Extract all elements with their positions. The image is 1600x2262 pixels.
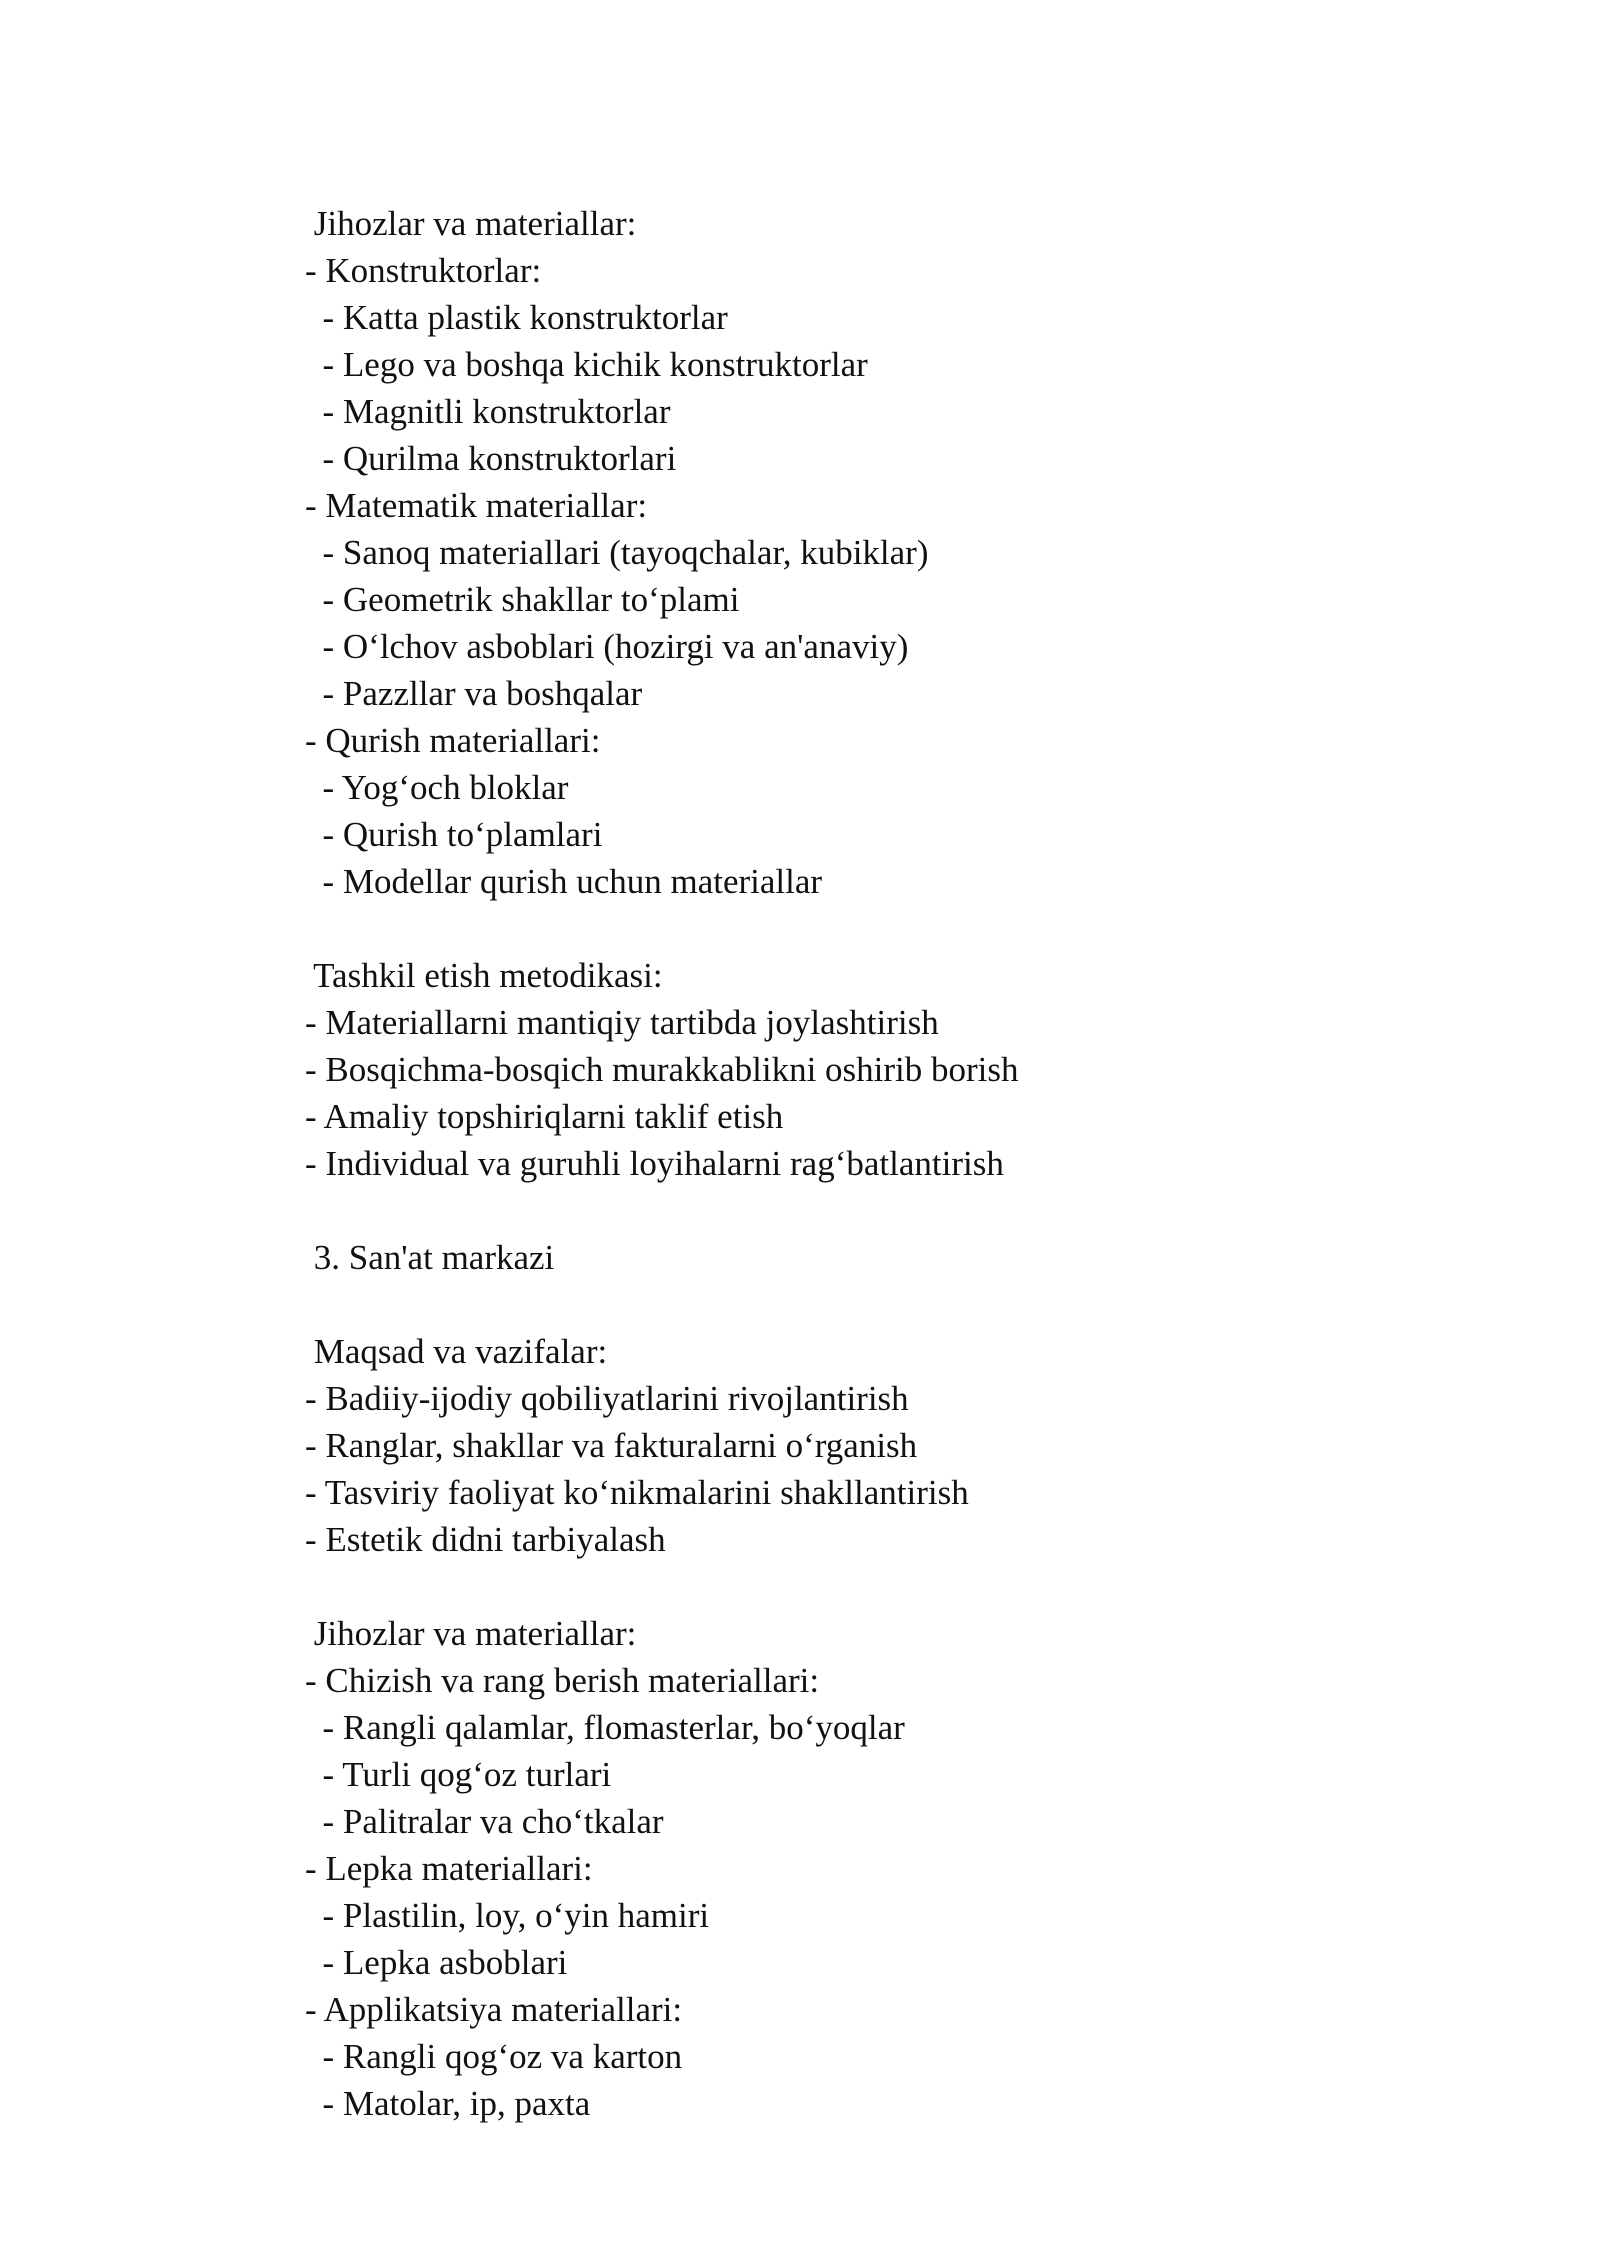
sub-list-item: - Rangli qalamlar, flomasterlar, bo‘yoqlar: [305, 1708, 905, 1747]
list-item: - Materiallarni mantiqiy tartibda joylashtirish: [305, 1003, 939, 1042]
sub-list-item: - Matolar, ip, paxta: [305, 2084, 591, 2123]
sub-list-item: - Katta plastik konstruktorlar: [305, 298, 728, 337]
sub-list-item: - Lego va boshqa kichik konstruktorlar: [305, 345, 868, 384]
sub-list-item: - Palitralar va cho‘tkalar: [305, 1802, 664, 1841]
list-item: - Individual va guruhli loyihalarni rag‘batlantirish: [305, 1144, 1004, 1183]
list-item: - Matematik materiallar:: [305, 486, 648, 525]
section-heading-methodology: Tashkil etish metodikasi:: [305, 956, 663, 995]
section-heading-goals: Maqsad va vazifalar:: [305, 1332, 608, 1371]
blank-line: [305, 1187, 1455, 1234]
blank-line: [305, 1281, 1455, 1328]
blank-line: [305, 905, 1455, 952]
list-item: - Bosqichma-bosqich murakkablikni oshirib borish: [305, 1050, 1019, 1089]
sub-list-item: - Plastilin, loy, o‘yin hamiri: [305, 1896, 710, 1935]
section-heading-equipment: Jihozlar va materiallar:: [305, 1614, 637, 1653]
list-item: - Amaliy topshiriqlarni taklif etish: [305, 1097, 784, 1136]
list-item: - Badiiy-ijodiy qobiliyatlarini rivojlantirish: [305, 1379, 909, 1418]
list-item: - Chizish va rang berish materiallari:: [305, 1661, 820, 1700]
list-item: - Estetik didni tarbiyalash: [305, 1520, 666, 1559]
list-item: - Tasviriy faoliyat ko‘nikmalarini shakllantirish: [305, 1473, 969, 1512]
list-item: - Applikatsiya materiallari:: [305, 1990, 683, 2029]
sub-list-item: - Qurish to‘plamlari: [305, 815, 603, 854]
sub-list-item: - Qurilma konstruktorlari: [305, 439, 677, 478]
sub-list-item: - Pazzllar va boshqalar: [305, 674, 643, 713]
document-body: [305, 200, 1455, 2127]
sub-list-item: - Magnitli konstruktorlar: [305, 392, 671, 431]
section-heading-equipment: Jihozlar va materiallar:: [305, 204, 637, 243]
sub-list-item: - Lepka asboblari: [305, 1943, 568, 1982]
sub-list-item: - Geometrik shakllar to‘plami: [305, 580, 740, 619]
list-item: - Lepka materiallari:: [305, 1849, 593, 1888]
sub-list-item: - Modellar qurish uchun materiallar: [305, 862, 823, 901]
sub-list-item: - Sanoq materiallari (tayoqchalar, kubiklar): [305, 533, 929, 572]
blank-line: [305, 1563, 1455, 1610]
sub-list-item: - Yog‘och bloklar: [305, 768, 569, 807]
sub-list-item: - O‘lchov asboblari (hozirgi va an'anaviy): [305, 627, 909, 666]
section-title-art-center: 3. San'at markazi: [305, 1238, 555, 1277]
sub-list-item: - Rangli qog‘oz va karton: [305, 2037, 683, 2076]
list-item: - Qurish materiallari:: [305, 721, 601, 760]
list-item: - Konstruktorlar:: [305, 251, 542, 290]
list-item: - Ranglar, shakllar va fakturalarni o‘rganish: [305, 1426, 918, 1465]
sub-list-item: - Turli qog‘oz turlari: [305, 1755, 612, 1794]
